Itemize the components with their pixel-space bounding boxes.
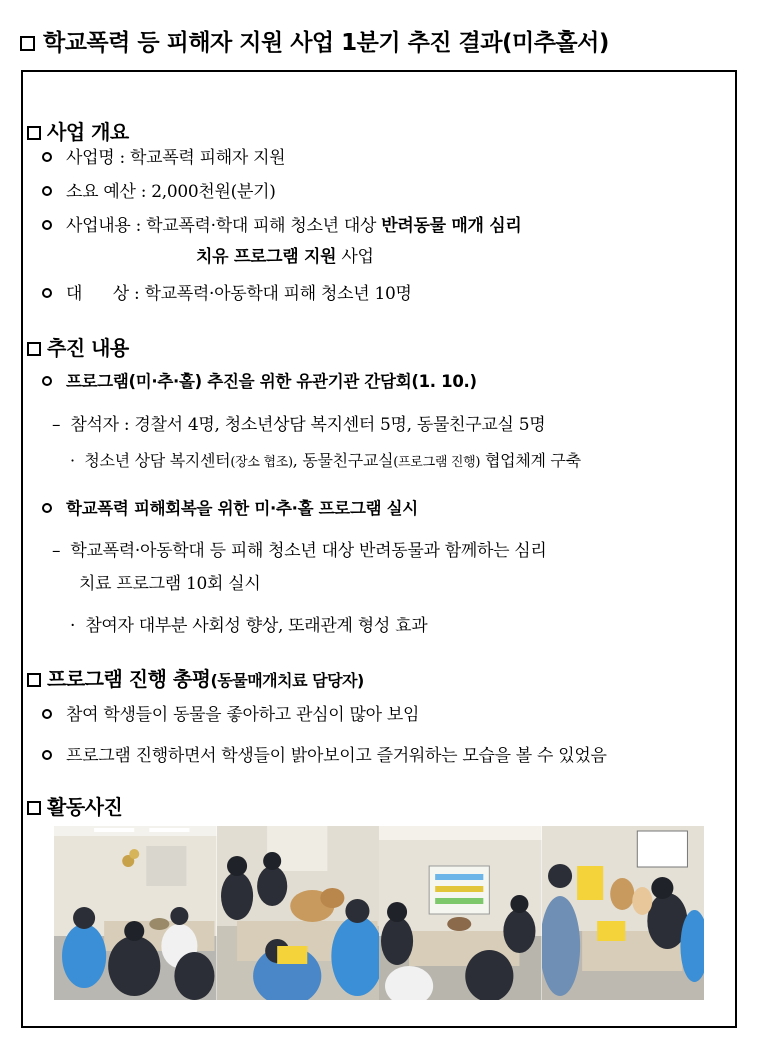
- checkbox-square-icon: [27, 673, 41, 687]
- section-review-heading: 프로그램 진행 총평(동물매개치료 담당자): [27, 663, 364, 692]
- section-photos-heading: 활동사진: [27, 791, 122, 820]
- checkbox-square-icon: [20, 36, 35, 51]
- overview-content: 사업내용 : 학교폭력·학대 피해 청소년 대상 반려동물 매개 심리: [42, 211, 521, 236]
- activity-photo-1: [54, 826, 217, 1000]
- circle-bullet-icon: [42, 376, 52, 386]
- circle-bullet-icon: [42, 152, 52, 162]
- overview-content-cont: 치유 프로그램 지원 사업: [196, 247, 374, 267]
- dot-bullet: ·: [70, 451, 85, 470]
- dash-bullet: –: [52, 415, 71, 435]
- overview-target: 대 상 : 학교폭력·아동학대 피해 청소년 10명: [42, 279, 412, 304]
- circle-bullet-icon: [42, 288, 52, 298]
- activity-photo-4: [542, 826, 705, 1000]
- circle-bullet-icon: [42, 220, 52, 230]
- overview-budget: 소요 예산 : 2,000천원(분기): [42, 177, 276, 202]
- activity-photo-3: [379, 826, 542, 1000]
- circle-bullet-icon: [42, 186, 52, 196]
- circle-bullet-icon: [42, 503, 52, 513]
- overview-name: 사업명 : 학교폭력 피해자 지원: [42, 143, 285, 168]
- progress-item-meeting: 프로그램(미·추·홀) 추진을 위한 유관기관 간담회(1. 10.): [42, 368, 477, 392]
- progress-cooperation: · 청소년 상담 복지센터(장소 협조), 동물친구교실(프로그램 진행) 협업체계 구축: [70, 451, 581, 470]
- circle-bullet-icon: [42, 750, 52, 760]
- checkbox-square-icon: [27, 342, 41, 356]
- activity-photo-2: [217, 826, 380, 1000]
- progress-item-program: 학교폭력 피해회복을 위한 미·추·홀 프로그램 실시: [42, 495, 418, 519]
- progress-attendees: – 참석자 : 경찰서 4명, 청소년상담 복지센터 5명, 동물친구교실 5명: [52, 415, 546, 435]
- progress-program-desc-cont: 치료 프로그램 10회 실시: [79, 574, 261, 594]
- checkbox-square-icon: [27, 801, 41, 815]
- review-line-interest: 참여 학생들이 동물을 좋아하고 관심이 많아 보임: [42, 700, 419, 725]
- section-progress-heading: 추진 내용: [27, 332, 129, 361]
- dash-bullet: –: [52, 541, 71, 561]
- section-overview-heading: 사업 개요: [27, 116, 129, 145]
- review-line-bright: 프로그램 진행하면서 학생들이 밝아보이고 즐거워하는 모습을 볼 수 있었음: [42, 741, 607, 766]
- circle-bullet-icon: [42, 709, 52, 719]
- activity-photos: [54, 826, 704, 1000]
- progress-program-desc: – 학교폭력·아동학대 등 피해 청소년 대상 반려동물과 함께하는 심리: [52, 541, 547, 561]
- progress-effect: · 참여자 대부분 사회성 향상, 또래관계 형성 효과: [70, 616, 428, 636]
- dot-bullet: ·: [70, 616, 86, 636]
- page-title: 학교폭력 등 피해자 지원 사업 1분기 추진 결과(미추홀서): [20, 24, 609, 57]
- checkbox-square-icon: [27, 126, 41, 140]
